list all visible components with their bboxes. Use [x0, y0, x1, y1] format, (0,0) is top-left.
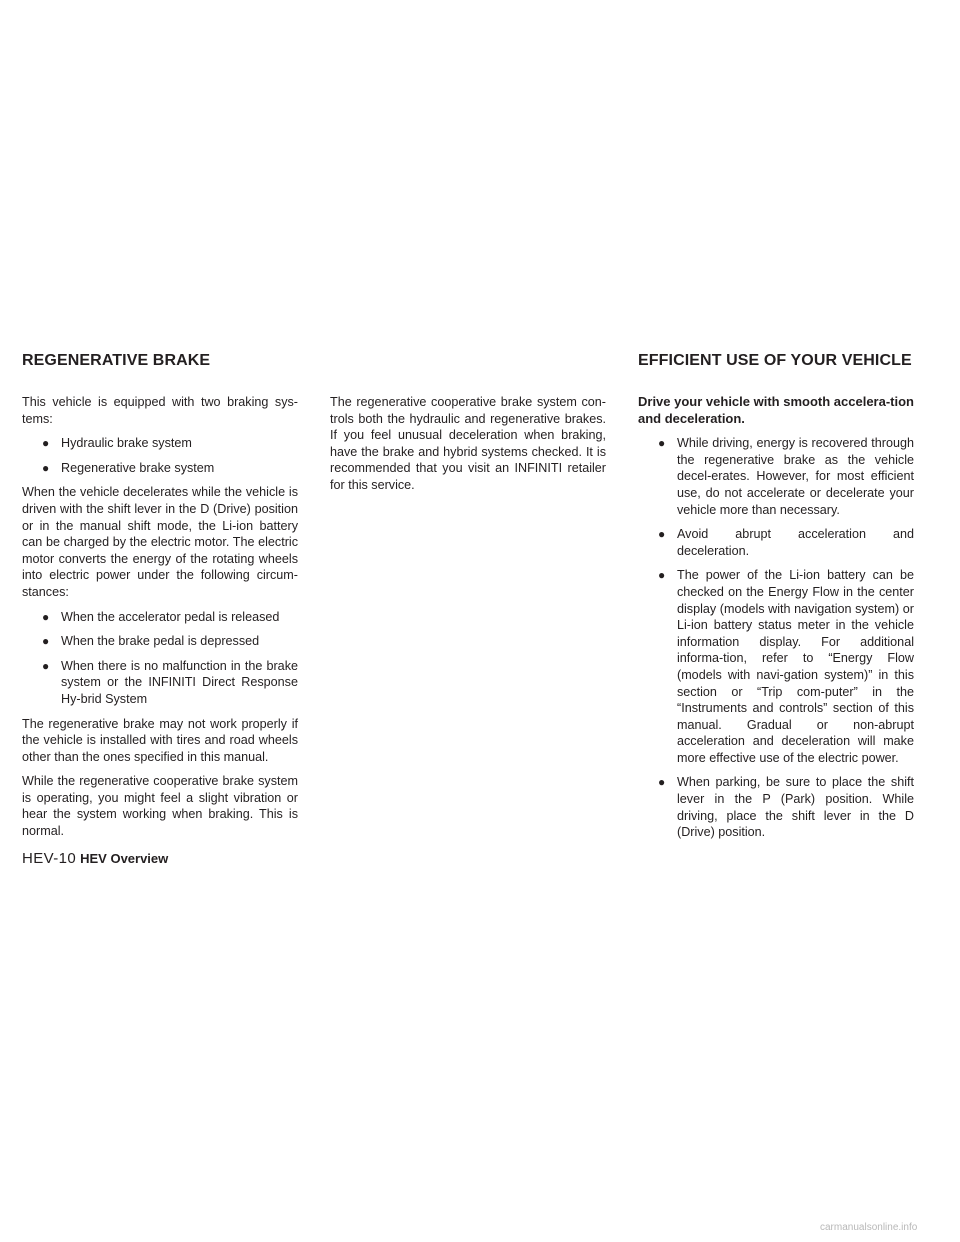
- vibration-paragraph: While the regenerative cooperative brake system is operating, you might feel a slight vibration or hear the system working when braking. This is normal.: [22, 774, 298, 839]
- tires-paragraph: The regenerative brake may not work properly if the vehicle is installed with tires and road wheels other than the ones specified in this manual.: [22, 716, 298, 764]
- bullet-icon: ●: [658, 568, 666, 583]
- page-number: HEV-10: [22, 850, 77, 867]
- list-item: [22, 633, 298, 650]
- bullet-icon: ●: [42, 436, 50, 451]
- list-item-text: While driving, energy is recovered through the regenerative brake as the vehicle decel-erates. However, for most efficient use, do not accelerate or decelerate your vehicle more than necessary.: [677, 436, 914, 517]
- efficiency-tips-list: [638, 435, 914, 841]
- bullet-icon: ●: [42, 658, 50, 673]
- list-item: [22, 658, 298, 708]
- cooperative-brake-paragraph: The regenerative cooperative brake system con-trols both the hydraulic and regenerative brakes. If you feel unusual deceleration when braking, have the brake and hybrid systems checked. It is recommended that you visit an INFINITI retailer for this service.: [330, 395, 606, 492]
- list-item-text: Regenerative brake system: [61, 460, 215, 475]
- list-item: [22, 460, 298, 477]
- smooth-driving-lead: Drive your vehicle with smooth accelera-tion and deceleration.: [638, 394, 914, 426]
- bullet-icon: ●: [658, 775, 666, 790]
- section-heading-regenerative-brake: REGENERATIVE BRAKE: [22, 352, 211, 369]
- bullet-icon: ●: [658, 436, 666, 451]
- list-item-text: Avoid abrupt acceleration and deceleration.: [677, 527, 914, 558]
- section-heading-efficient-use: EFFICIENT USE OF YOUR VEHICLE: [638, 352, 912, 369]
- list-item: [22, 435, 298, 452]
- page-footer: [22, 850, 168, 868]
- list-item-text: Hydraulic brake system: [61, 436, 192, 451]
- bullet-icon: ●: [42, 609, 50, 624]
- bullet-icon: ●: [42, 634, 50, 649]
- list-item: [638, 435, 914, 518]
- list-item: [638, 567, 914, 766]
- footer-section-title: HEV Overview: [80, 851, 169, 866]
- list-item-text: When the brake pedal is depressed: [61, 634, 260, 649]
- column-left: [22, 394, 298, 848]
- list-item-text: When parking, be sure to place the shift lever in the P (Park) position. While driving, place the shift lever in the D (Drive) position.: [677, 775, 914, 840]
- column-right: [638, 394, 914, 849]
- list-item: [22, 609, 298, 626]
- column-middle: [330, 394, 606, 502]
- bullet-icon: ●: [42, 460, 50, 475]
- charging-paragraph: When the vehicle decelerates while the vehicle is driven with the shift lever in the D (Drive) position or in the manual shift mode, the Li-ion battery can be charged by the electric motor. The electric motor converts the energy of the rotating wheels into electric power under the following circum-stances:: [22, 485, 298, 599]
- intro-paragraph: This vehicle is equipped with two braking sys-tems:: [22, 395, 298, 426]
- list-item: [638, 526, 914, 559]
- list-item-text: When the accelerator pedal is released: [61, 609, 280, 624]
- circumstances-list: [22, 609, 298, 708]
- list-item-text: The power of the Li-ion battery can be checked on the Energy Flow in the center display (models with navigation system) or Li-ion battery status meter in the vehicle information display. For additional informa-tion, refer to “Energy Flow (models with navi-gation system)” in this section or “Trip com-puter” in the “Instruments and controls” section of this manual. Gradual or non-abrupt acceleration and deceleration will make more effective use of the electric power.: [677, 568, 914, 765]
- list-item: [638, 774, 914, 840]
- bullet-icon: ●: [658, 527, 666, 542]
- braking-systems-list: [22, 435, 298, 476]
- watermark: carmanualsonline.info: [820, 1222, 918, 1233]
- list-item-text: When there is no malfunction in the brake system or the INFINITI Direct Response Hy-brid System: [61, 658, 298, 706]
